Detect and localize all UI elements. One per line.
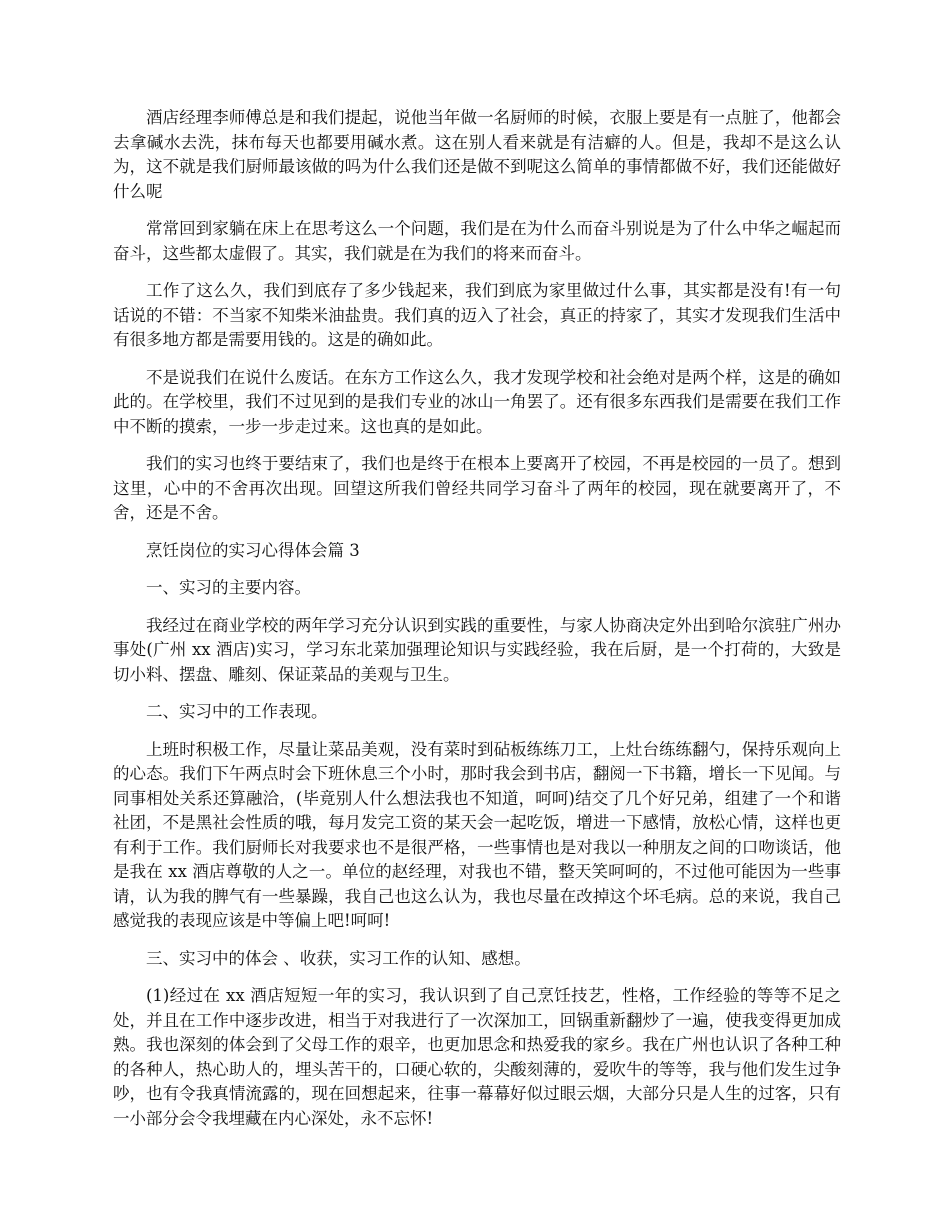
section-heading: 一、实习的主要内容。 (146, 578, 311, 597)
paragraph: 工作了这么久，我们到底存了多少钱起来，我们到底为家里做过什么事，其实都是没有!有一句话说的不错：不当家不知柴米油盐贵。我们真的迈入了社会，真正的持家了，其实才发现我们生活中有很多地方都是需要用钱的。这是的确如此。 (113, 281, 841, 349)
paragraph: 不是说我们在说什么废话。在东方工作这么久，我才发现学校和社会绝对是两个样，这是的确如此的。在学校里，我们不过见到的是我们专业的冰山一角罢了。还有很多东西我们是需要在我们工作中不断的摸索，一步一步走过来。这也真的是如此。 (113, 367, 841, 436)
document-body (113, 106, 841, 1144)
paragraph: 酒店经理李师傅总是和我们提起，说他当年做一名厨师的时候，衣服上要是有一点脏了，他都会去拿碱水去洗，抹布每天也都要用碱水煮。这在别人看来就是有洁癖的人。但是，我却不是这么认为，这不就是我们厨师最该做的吗为什么我们还是做不到呢这么简单的事情都做不好，我们还能做好什么呢 (113, 108, 841, 201)
paragraph: 上班时积极工作，尽量让菜品美观，没有菜时到砧板练练刀工，上灶台练练翻勺，保持乐观向上的心态。我们下午两点时会下班休息三个小时，那时我会到书店，翻阅一下书籍，增长一下见闻。与同事相处关系还算融洽，(毕竟别人什么想法我也不知道，呵呵)结交了几个好兄弟，组建了一个和谐社团，不是黑社会性质的哦，每月发完工资的某天会一起吃饭，增进一下感情，放松心情，这样也更有利于工作。我们厨师长对我要求也不是很严格，一些事情也是对我以一种朋友之间的口吻谈话，他是我在 xx 酒店尊敬的人之一。单位的赵经理，对我也不错，整天笑呵呵的，不过他可能因为一些事请，认为我的脾气有一些暴躁，我自己也这么认为，我也尽量在改掉这个坏毛病。总的来说，我自己感觉我的表现应该是中等偏上吧!呵呵! (113, 739, 841, 930)
paragraph: 常常回到家躺在床上在思考这么一个问题，我们是在为什么而奋斗别说是为了什么中华之崛起而奋斗，这些都太虚假了。其实，我们就是在为我们的将来而奋斗。 (113, 219, 841, 263)
section-heading: 三、实习中的体会 、收获，实习工作的认知、感想。 (146, 948, 531, 968)
paragraph: 我们的实习也终于要结束了，我们也是终于在根本上要离开了校园，不再是校园的一员了。想到这里，心中的不舍再次出现。回望这所我们曾经共同学习奋斗了两年的校园，现在就要离开了，不舍，还是不舍。 (113, 454, 841, 522)
paragraph: (1)经过在 xx 酒店短短一年的实习，我认识到了自己烹饪技艺，性格，工作经验的等等不足之处，并且在工作中逐步改进，相当于对我进行了一次深加工，回锅重新翻炒了一遍，使我变得更加成熟。我也深刻的体会到了父母工作的艰辛，也更加思念和热爱我的家乡。我在广州也认识了各种工种的各种人，热心助人的，埋头苦干的，口硬心软的，尖酸刻薄的，爱吹牛的等等，我与他们发生过争吵，也有令我真情流露的，现在回想起来，往事一幕幕好似过眼云烟，大部分只是人生的过客，只有一小部分会令我埋藏在内心深处，永不忘怀! (113, 986, 841, 1128)
section-heading: 二、实习中的工作表现。 (146, 702, 328, 721)
paragraph: 我经过在商业学校的两年学习充分认识到实践的重要性，与家人协商决定外出到哈尔滨驻广州办事处(广州 xx 酒店)实习，学习东北菜加强理论知识与实践经验，我在后厨，是一个打荷的，大致是切小料、摆盘、雕刻、保证菜品的美观与卫生。 (113, 615, 841, 684)
section-title: 烹饪岗位的实习心得体会篇 3 (146, 540, 360, 560)
